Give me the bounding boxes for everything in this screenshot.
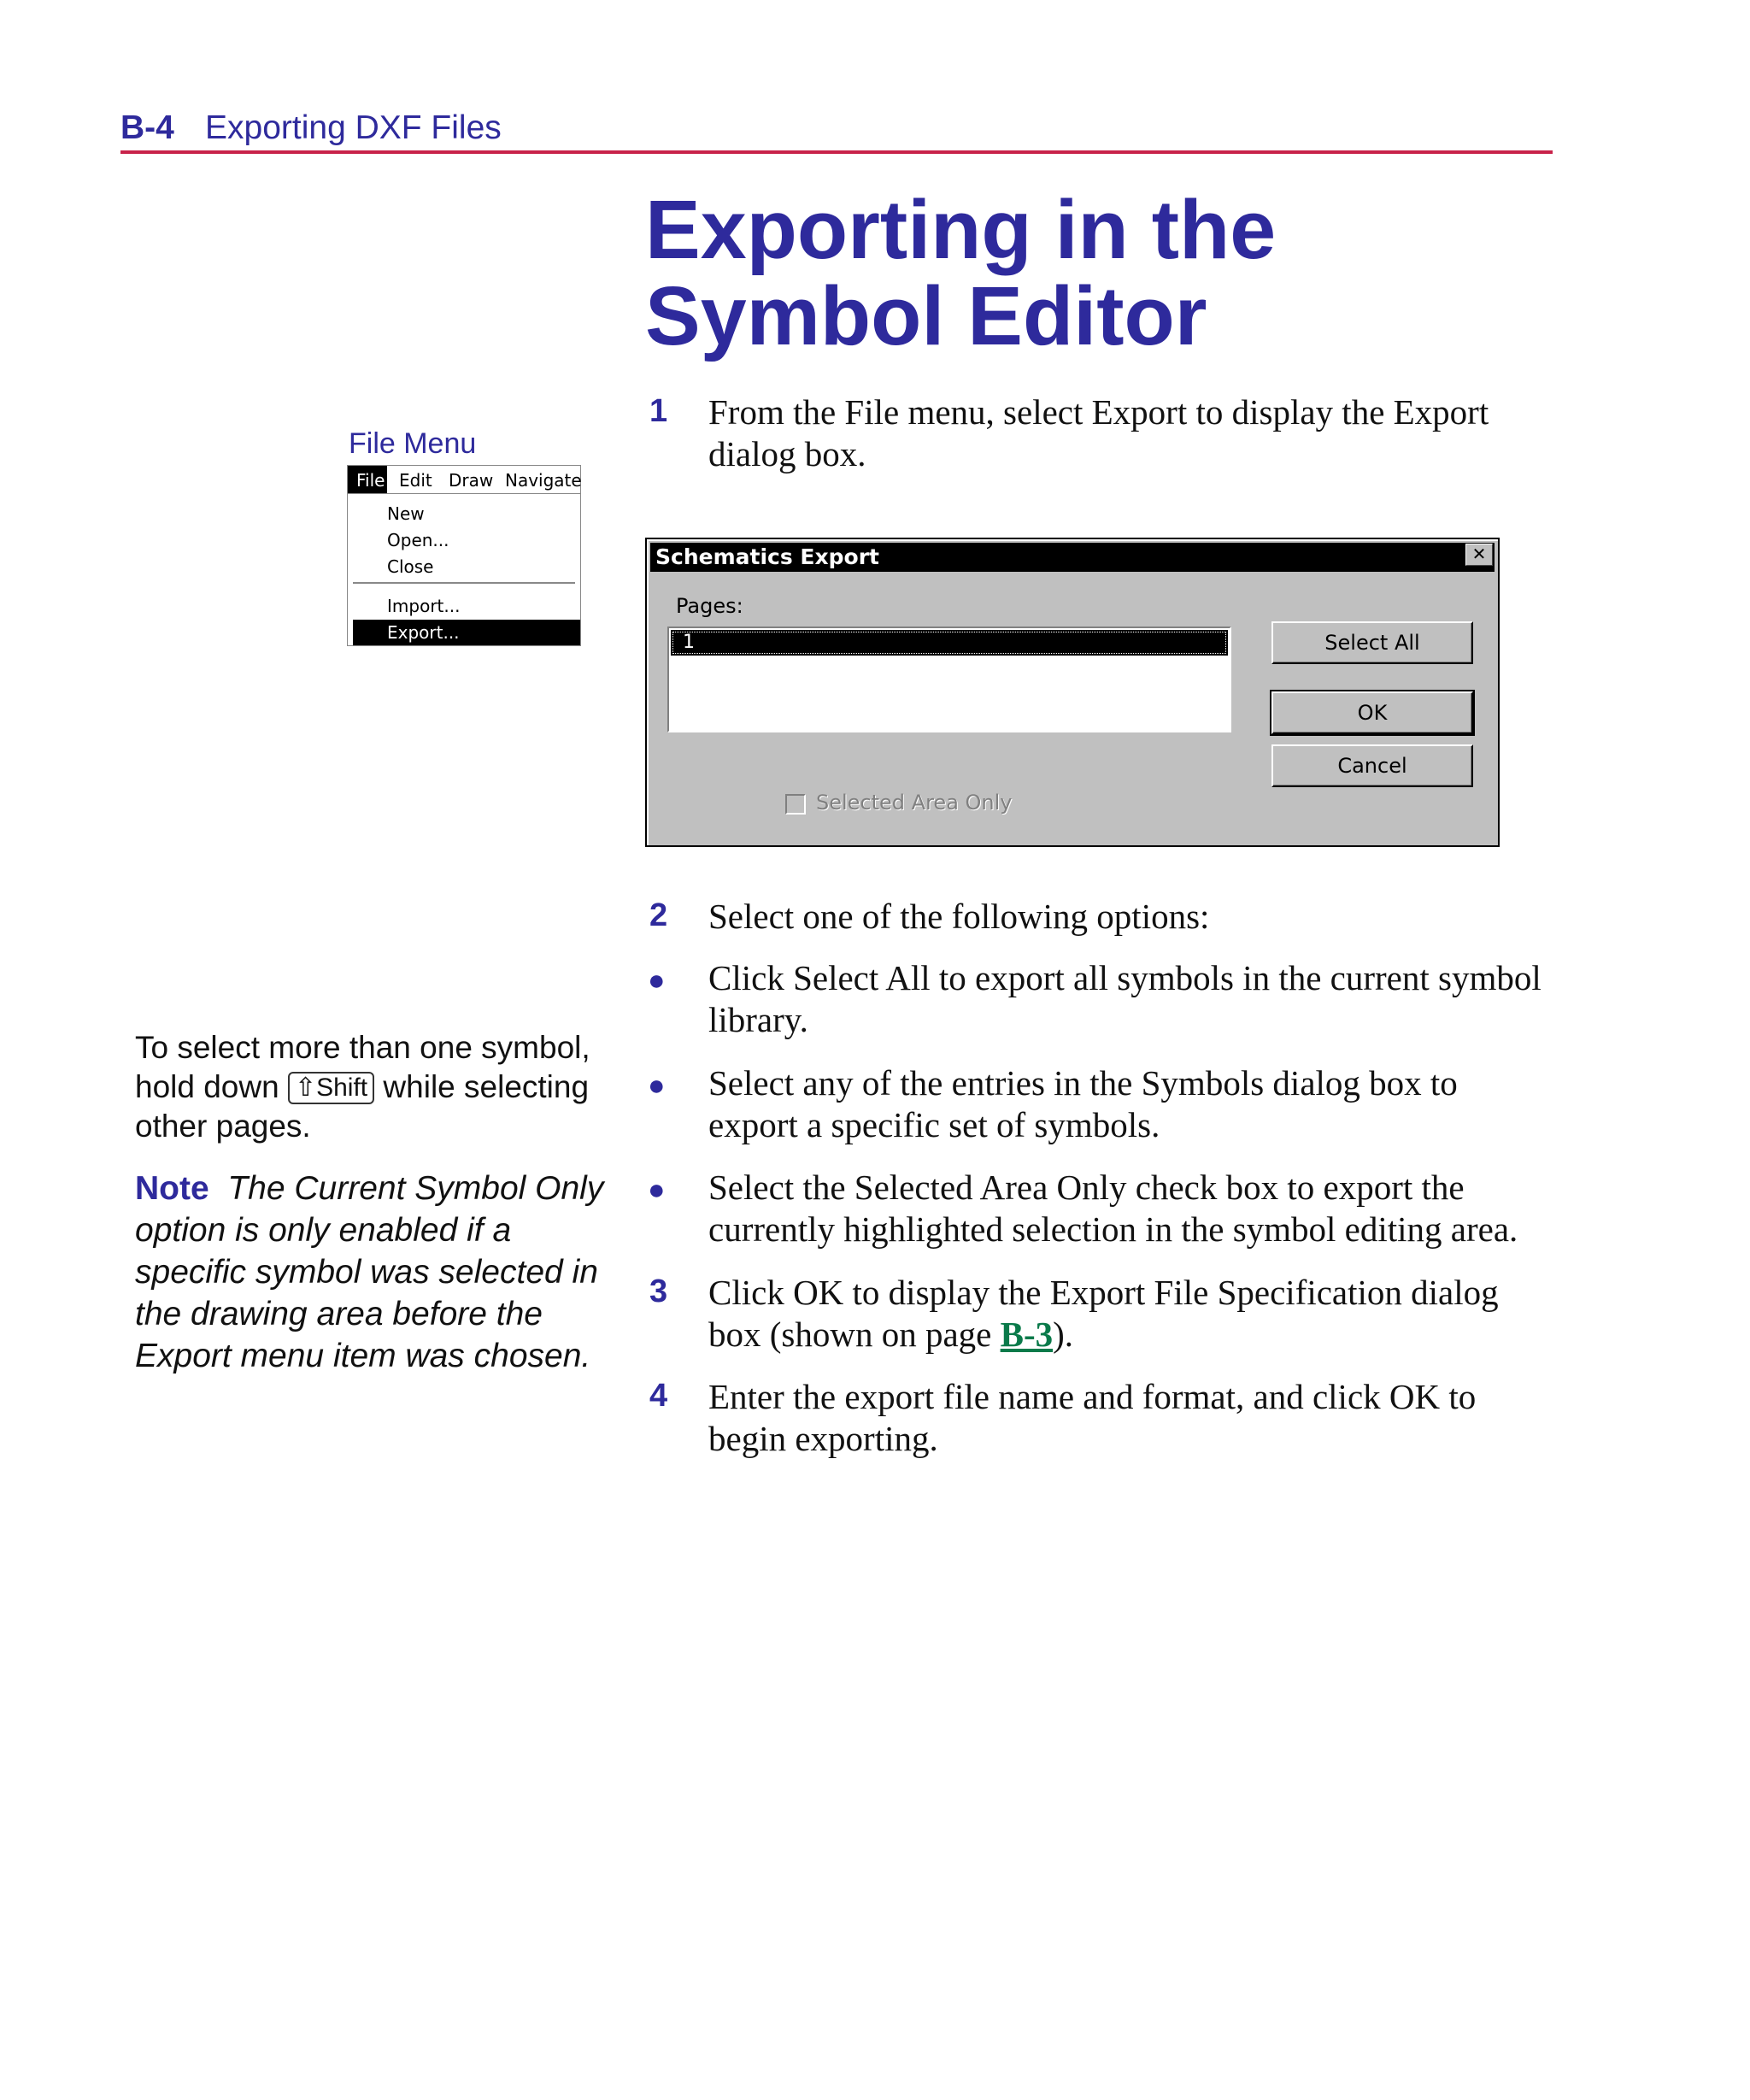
menu-bar: [348, 466, 580, 494]
menu-item-export-label: Export...: [387, 622, 460, 643]
tip-text-before: To select more than one symbol, hold down: [135, 1030, 590, 1104]
header-rule: [120, 150, 1553, 154]
bullet-3-icon: ●: [648, 1174, 666, 1206]
menu-item-import[interactable]: Import...: [387, 596, 461, 616]
menu-separator: [353, 582, 575, 584]
menu-item-new[interactable]: New: [387, 503, 425, 524]
list-item[interactable]: 1: [671, 630, 1228, 656]
file-menu-figure: [347, 465, 581, 646]
note-text: The Current Symbol Only option is only enabled if a specific symbol was selected in the drawing area before the Export menu item was chosen.: [135, 1170, 604, 1374]
menu-item-open[interactable]: Open...: [387, 530, 449, 550]
file-menu-caption: File Menu: [349, 427, 477, 460]
tip-text-after: while selecting other pages.: [135, 1069, 590, 1144]
step-2-number: 2: [649, 897, 668, 933]
bullet-1-icon: ●: [648, 964, 666, 997]
page-title: Exporting in the Symbol Editor: [645, 183, 1277, 362]
bullet-2-text: Select any of the entries in the Symbols dialog box to export a specific set of symbols.: [708, 1063, 1458, 1144]
select-all-button[interactable]: Select All: [1271, 621, 1473, 664]
step-3-text: [708, 1272, 1554, 1356]
schematics-export-dialog: [645, 538, 1500, 847]
menu-draw[interactable]: Draw: [449, 470, 494, 491]
step-4-number: 4: [649, 1378, 668, 1414]
sidebar-tip: [135, 1028, 614, 1146]
menu-navigate[interactable]: Navigate: [505, 470, 582, 491]
menu-edit[interactable]: Edit: [399, 470, 432, 491]
selected-area-only-checkbox[interactable]: [785, 794, 806, 815]
step-1-text: From the File menu, select Export to display the Export dialog box.: [708, 392, 1489, 474]
selected-area-only-label: Selected Area Only: [816, 791, 1013, 815]
step-3-number: 3: [649, 1274, 668, 1309]
cancel-button[interactable]: Cancel: [1271, 744, 1473, 787]
ok-button[interactable]: OK: [1271, 691, 1473, 734]
close-icon[interactable]: ✕: [1465, 544, 1493, 566]
bullet-2-icon: ●: [648, 1069, 666, 1102]
dialog-title: Schematics Export: [650, 543, 1495, 572]
pages-listbox[interactable]: [667, 626, 1231, 732]
section-title: Exporting DXF Files: [205, 109, 502, 146]
step-4-text: Enter the export file name and format, and click OK to begin exporting.: [708, 1377, 1477, 1458]
page-number: B-4: [120, 109, 174, 146]
sidebar-note: [135, 1168, 614, 1377]
menu-item-close[interactable]: Close: [387, 556, 434, 577]
step-3-text-before: Click OK to display the Export File Specification dialog box (shown on page: [708, 1273, 1499, 1354]
menu-item-export[interactable]: [353, 620, 580, 645]
step-2-text: Select one of the following options:: [708, 897, 1210, 936]
pages-label: Pages:: [676, 594, 743, 618]
menu-file[interactable]: File: [348, 466, 387, 493]
step-1-number: 1: [649, 393, 668, 429]
shift-key-icon: ⇧Shift: [288, 1072, 374, 1104]
page-link-b3[interactable]: B-3: [1000, 1315, 1054, 1354]
bullet-3-text: Select the Selected Area Only check box to export the currently highlighted selection in the symbol editing area.: [708, 1168, 1518, 1249]
bullet-1-text: Click Select All to export all symbols in the current symbol library.: [708, 958, 1542, 1039]
step-3-text-after: ).: [1053, 1315, 1074, 1354]
note-label: Note: [135, 1170, 209, 1207]
